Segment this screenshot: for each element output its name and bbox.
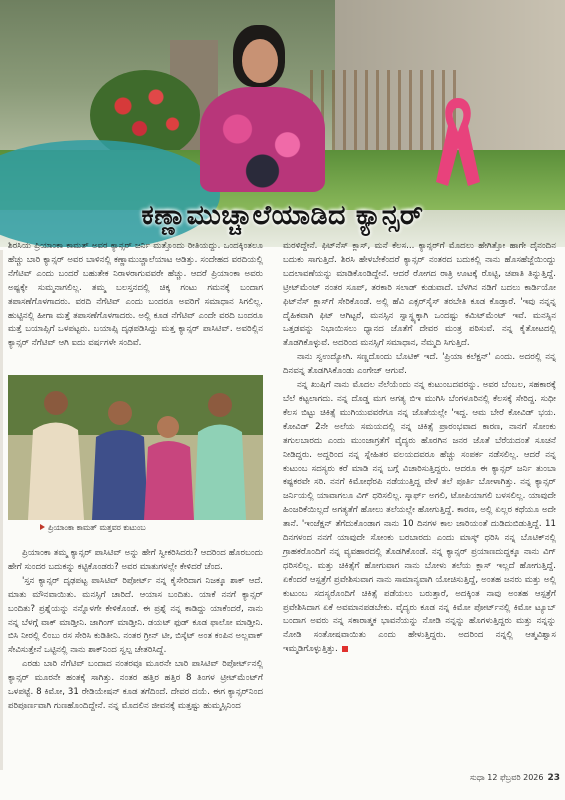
magazine-issue: ಸುಧಾ 12 ಫೆಬ್ರವರಿ 2026	[469, 773, 544, 782]
right-column	[283, 240, 556, 657]
paragraph: 'ಸ್ತನ ಕ್ಯಾನ್ಸರ್ ದೃಢಪಟ್ಟ ಪಾಸಿಟಿವ್ ರಿಪೋರ್ಟ್ ನನ್ನ ಕೈಸೇರಿದಾಗ ನಿಜಕ್ಕೂ ಶಾಕ್ ಆದೆ. ಮಾತು ಮೌನವಾಯಿತು. ಮನಸ್ಸಿಗೆ ಚಾರಿದೆ. ಆಯಾಸ ಬಂದಿತು. ಯಾಕೆ ನನಗೆ ಕ್ಯಾನ್ಸರ್ ಬಂದಿತು? ಪ್ರಶ್ನೆಯನ್ನು ನನ್ನೊಳಗೇ ಕೇಳಿಕೊಂಡೆ. ಈ ಪ್ರಶ್ನೆ ನನ್ನ ಕಾಡಿದ್ದು ಯಾಕೆಂದರೆ, ನಾನು ನನ್ನ ಬೆಳಗ್ಗೆ ವಾಕ್ ಮಾಡ್ತೀನಿ. ಜಾಗಿಂಗ್ ಮಾಡ್ತೀನಿ. ಡಯಟ್ ಫುಡ್ ಕೂಡ ಫಾಲೋ ಮಾಡ್ತೀನಿ. ಬಿಸಿ ನೀರಲ್ಲಿ ಲಿಂಬು ರಸ ಸೇರಿಸಿ ಕುಡಿತೀನಿ. ನಂತರ ಗ್ರೀನ್ ಟೀ, ಬಿಸ್ಕೆಟ್ ಅಂತ ಕಂಪಿನ ಅಲ್ಲವಾಕ್ ಸೇವಿಸುತ್ತೇನೆ ಒಟ್ಟಿನಲ್ಲಿ ನಾನು ಶಾಕ್‌ನಿಂದ ಸ್ವಲ್ಪ ಚೇತರಿಸಿದ್ದೆ.	[8, 575, 263, 656]
page-footer	[430, 773, 560, 783]
hero-sari	[200, 87, 325, 192]
article-title: ಕಣ್ಣಾಮುಚ್ಚಾಲೆಯಾಡಿದ ಕ್ಯಾನ್ಸರ್	[141, 200, 424, 231]
paragraph	[283, 379, 556, 657]
paragraph: ಎರಡು ಬಾರಿ ನೆಗೆಟಿವ್ ಬಂದಾದ ನಂತರವೂ ಮೂರನೇ ಬಾರಿ ಪಾಸಿಟಿವ್ ರಿಪೋರ್ಟ್‌ನಲ್ಲಿ ಕ್ಯಾನ್ಸರ್ ಮೂರನೇ ಹಂತಕ್ಕೆ ಸಾಗಿತ್ತು. ನಂತರ ಹತ್ತಿರ ಹತ್ತಿರ 8 ತಿಂಗಳ ಟ್ರೀಟ್‌ಮೆಂಟ್‌ಗೆ ಒಳಪಟ್ಟೆ. 8 ಕಿಮೋ, 31 ರೇಡಿಯೇಷನ್ ಕೂಡ ತಗೆದಿಂದೆ. ದೇವರ ದಯೆ. ಈಗ ಕ್ಯಾನ್ಸರ್‌ನಿಂದ ಪರಿಪೂರ್ಣವಾಗಿ ಗುಣಹೊಂದಿದ್ದೇನೆ. ನನ್ನ ಮೊದಲಿನ ಜೀವನಕ್ಕೆ ಮತ್ತಷ್ಟು ಹುಮ್ಮಸ್ಸಿನಿಂದ	[8, 659, 263, 711]
paragraph: ನಾನು ಸ್ವಉದ್ಯೋಗಿ. ಸಣ್ಣದೊಂದು ಬೊಟಿಕ್ ಇದೆ. 'ಪ್ರಿಯಾ ಕಲೆಕ್ಷನ್' ಎಂದು. ಅದರಲ್ಲಿ ನನ್ನ ದಿನವನ್ನ ತೊಡಗಿಸಿಕೊಂಡು ಎಂಗೇಜ್ ಆಗುವೆ.	[283, 352, 556, 377]
page-number: 23	[547, 773, 560, 783]
end-of-article-mark	[342, 646, 348, 652]
caption-triangle-icon	[40, 524, 45, 530]
intro-paragraph: ಶಿರಸಿಯ ಪ್ರಿಯಾಂಕಾ ಕಾಮತ್ ಅವರ ಕ್ಯಾನ್ಸರ್ ಜರ್ನಿ ಮತ್ತೊಂದು ರೀತಿಯದ್ದು. ಒಂದಕ್ಕಿಂತಲೂ ಹೆಚ್ಚು ಬಾರಿ ಕ್ಯಾನ್ಸರ್ ಅವರ ಬಾಳಿನಲ್ಲಿ ಕಣ್ಣಾಮುಚ್ಚಾಲೆಯಾಟ ಆಡಿತ್ತು. ಸಂದೇಹದ ವರದಿಯಲ್ಲಿ ನೆಗೆಟಿವ್ ಎಂದು ಬಂದರೆ ಬಹುತೇಕ ನಿರಾಳರಾಗುವವರೇ ಹೆಚ್ಚು. ಆದರೆ ಪ್ರಿಯಾಂಕಾ ಅವರು ಅಷ್ಟಕ್ಕೇ ಸುಮ್ಮನಾಗಲಿಲ್ಲ. ತಮ್ಮ ಬಲಸ್ತನದಲ್ಲಿ ಚಿಕ್ಕ ಗಂಟು ಗಮನಕ್ಕೆ ಬಂದಾಗ ತಪಾಸಣೆಗೊಳಗಾದರು. ವರದಿ ನೆಗೆಟಿವ್ ಎಂದು ಬಂದರೂ ಅವರಿಗೆ ಸಮಾಧಾನ ಸಿಗಲಿಲ್ಲ. ಹುಟ್ಟಿನಲ್ಲಿ ಹೀಗಾ ಮತ್ತೆ ತಪಾಸಣೆಗೊಳಗಾದರು. ಅಲ್ಲಿ ಕೂಡ ನೆಗೆಟಿವ್ ಎಂದೇ ವರದಿ ಬಂದರೂ ಮತ್ತೆ ಬಯಾಪ್ಸಿಗೆ ಒಳಪಟ್ಟರು. ಬಯಾಪ್ಸಿ ದೃಢಪಡಿಸಿದ್ದು ಮತ್ತ ಕ್ಯಾನ್ಸರ್ ಪಾಸಿಟಿವ್. ಅವರಿಲ್ಲಿನ ಕ್ಯಾನ್ಸರ್ ನೆಗೆಟಿವ್ ಆಗಿ ಐದು ವರ್ಷಗಳೇ ಸಂದಿವೆ.	[8, 241, 263, 349]
left-column-bottom	[8, 547, 263, 714]
left-column-top	[8, 240, 263, 351]
pink-ribbon-icon	[428, 90, 488, 190]
caption-text: ಪ್ರಿಯಾಂಕಾ ಕಾಮತ್ ಮತ್ತವರ ಕುಟುಂಬ	[48, 523, 146, 532]
family-figures	[8, 375, 263, 520]
hero-woman-figure	[190, 25, 330, 200]
paragraph: ಮರಳಿದ್ದೇನೆ. ಫಿಟ್‌ನೆಸ್ ಕ್ಲಾಸ್, ಮನೆ ಕೆಲಸ... ಕ್ಯಾನ್ಸರ್‌ಗೆ ಮೊದಲು ಹೇಗಿತ್ತೋ ಹಾಗೇ ದೈನಂದಿನ ಬದುಕು ಸಾಗುತ್ತಿದೆ. ಶಿರಸಿ ಹೇಳಬೇಕೆಂದರೆ ಕ್ಯಾನ್ಸರ್ ನಂತರದ ಬದುಕಲ್ಲಿ ನಾನು ಹೊಸಹೆಜ್ಜೆಯಿಂದ್ದು ಬದಲಾವಣೆಯನ್ನು ಮಾಡಿಕೊಂಡಿದ್ದೇನೆ. ಆದರೆ ರೋಗದ ರಾತ್ರಿ ಊಟಕ್ಕೆ ರೊಟ್ಟಿ, ಚಪಾತಿ ತಿನ್ನುತ್ತಿದ್ದೆ. ಟ್ರೀಟ್‌ಮೆಂಟ್ ನಂತರ ಸೂಪ್, ತರಕಾರಿ ಸಲಾಡ್ ಕುಡುವಾದೆ. ಬೆಳಗಿನ ನಡಿಗೆ ಬದಲು ಕಾರ್ಡಿಯೋ ಫಿಟ್‌ನೆಸ್ ಕ್ಲಾಸ್‌ಗೆ ಸೇರಿಕೊಂಡೆ. ಅಲ್ಲಿ ಹೆವಿ ಎಕ್ಸರ್‌ಸೈಸ್ ತರಬೇತಿ ಕೂಡ ಕೊಡ್ತಾರೆ. 'ಇವು ನನ್ನನ್ನ ದೈಹಿಕವಾಗಿ ಫಿಟ್ ಆಗಿಟ್ಟರೆ, ಮನಸ್ಸಿನ ಸ್ವಾಸ್ಥ್ಯಕ್ಕಾಗಿ ಒಂದಷ್ಟು ಕಮಿಟ್‌ಮೆಂಟ್ ಇವೆ. ಮನಸ್ಸಿನ ಒತ್ತಡವನ್ನು ನಿಭಾಯಿಸಲು ಧ್ಯಾನದ ಜೊತೆಗೆ ದೇವರ ಮಂತ್ರ ಪಠಿಸುವೆ. ನನ್ನ ಕೈತೋಟದಲ್ಲಿ ತೊಡಗಿಕೊಳ್ಳುವೆ. ಅದರಿಂದ ಮನಸ್ಸಿಗೆ ಸಮಾಧಾನ, ನೆಮ್ಮದಿ ಸಿಗುತ್ತಿದೆ.	[283, 241, 556, 349]
family-photo	[8, 375, 263, 520]
paragraph: ಪ್ರಿಯಾಂಕಾ ತಮ್ಮ ಕ್ಯಾನ್ಸರ್ ಪಾಸಿಟಿವ್ ಅನ್ನು ಹೇಗೆ ಸ್ವೀಕರಿಸಿದರು? ಆದರಿಂದ ಹೊರಬಂದು ಹೇಗೆ ಸುಂದರ ಬದುಕನ್ನು ಕಟ್ಟಿಕೊಂಡರು? ಅವರ ಮಾತುಗಳಲ್ಲೇ ಕೇಳಿದರೆ ಚೆಂದ.	[8, 548, 263, 572]
paragraph-text: ನನ್ನ ಖುಷಿಗೆ ನಾನು ಮೊದಲ ನೆಲೆಯೆಂದು ನನ್ನ ಕುಟುಂಬದವರನ್ನು. ಅವರ ಬೆಂಬಲ, ಸಹಕಾರಕ್ಕೆ ಬೆಲೆ ಕಟ್ಟಲಾಗದು. ನನ್ನ ದೊಡ್ಡ ಮಗ ಅಗತ್ಯ ಬಿಇ ಮುಗಿಸಿ ಬೆಂಗಳೂರಿನಲ್ಲಿ ಕೆಲಸಕ್ಕೆ ಸೇರಿದ್ದ. ಸುಧೀ ಕೆಲಸ ಬಿಟ್ಟು ಚಿಕಿತ್ಸೆ ಮುಗಿಯುವವರೆಗೂ ನನ್ನ ಜೊತೆಯಲ್ಲೇ 'ಇದ್ದ. ಆಮ ಬೇರೆ ಕೋವಿಡ್ ಭಯ. ಕೋವಿಡ್ 2ನೇ ಅಲೆಯ ಸಮಯದಲ್ಲಿ ನನ್ನ ಚಿಕಿತ್ಸೆ ಪ್ರಾರಂಭವಾದ ಕಾರಣ, ನಾನಗೆ ಸೋಂಕು ತಗುಲಬಾರದು ಎಂದು ಮುಂಜಾಗ್ರತೆಗೆ ವೈದ್ಯರು ಹೊರಗಿನ ಜನರ ಜೊತೆ ಬೆರೆಯದಂತೆ ಸೂಚನೆ ನೀಡಿದ್ದರು. ಅದ್ದರಿಂದ ನನ್ನ ಸ್ನೇಹಿತರ ವಲಯದವರೂ ಹೆಚ್ಚು ಸಂಪರ್ಕ ನಡೆಸಲಿಲ್ಲ. ಆದರೆ ನನ್ನ ಕುಟುಂಬ ಸದಸ್ಯರು ಕರೆ ಮಾಡಿ ನನ್ನ ಬಗ್ಗೆ ವಿಚಾರಿಸುತ್ತಿದ್ದರು. ಆದರೂ ಈ ಕ್ಯಾನ್ಸರ್ ಜರ್ನಿ ತುಂಬಾ ಕಷ್ಟಕರವೇ ಸರಿ. ನನಗೆ ಕಿಮೋಥೆರಪಿ ನಡೆಯುತ್ತಿದ್ದ ವೇಳೆ ತಲೆ ಪೂರ್ತಿ ಬೋಳಾಗಿತ್ತು. ನನ್ನ ಕ್ಯಾನ್ಸರ್ ಜರ್ನಿಯಲ್ಲಿ ಯಾವಾಗಲೂ ವಿಗ್ ಧರಿಸಲಿಲ್ಲ. ಸ್ಕಾರ್ಫ್ ಅಗಲಿ, ಟೋಪಿಯಾಗಲಿ ಬಳಸಲಿಲ್ಲ. ಯಾವುದೇ ಹಿಂಜರಿಕೆಯಿಲ್ಲದೆ ಅಗತ್ಯತೆಗೆ ಹೋಲು ತಲೆಯಲ್ಲೇ ಹೋಗುತ್ತಿದ್ದೆ. ಕಾರಣ, ಅಲ್ಲಿ ಏಲ್ಲರ ಕಥೆಯೂ ಅದೇ ತಾನೆ. 'ಇಂಜೆಕ್ಷನ್ ತೆಗೆದುಕೊಂಡಾಗ ನಾನು 10 ದಿನಗಳ ಕಾಲ ಜಾರಿಯಂತೆ ದುಡಿದುಬಿಡುತ್ತಿದ್ದೆ. 11 ದಿನಗಳಂದ ನನಗೆ ಯಾವುದೇ ಸೋಂಕು ಬರಬಾರದು ಎಂದು ಮಾಸ್ಕ್ ಧರಿಸಿ ನನ್ನ ಬೊಟಿಕ್‌ನಲ್ಲಿ ಗ್ರಾಹಕರೊಂದಿಗೆ ನನ್ನ ವ್ಯವಹಾರದಲ್ಲಿ ತೊಡಗಿಕೊಂಡೆ. ನನ್ನ ಕ್ಯಾನ್ಸರ್ ಪ್ರಯಾಣದುದ್ದಕ್ಕೂ ನಾನು ವಿಗ್ ಧರಿಸಲಿಲ್ಲ. ಮತ್ತು ಚಿಕಿತ್ಸೆಗೆ ಹೋಗುವಾಗ ನಾನು ಬೋಳು ತಲೆಯ ಕ್ಲಾಸ್ ಇಲ್ಲದೆ ಹೋಗುತ್ತಿದ್ದೆ. ಏಕೆಂದರೆ ಆಸ್ಪತ್ರೆಗೆ ಪ್ರವೇಶಿಸುವಾಗ ನಾನು ಸಾಮಾನ್ಯವಾಗಿ ಯೋಚಿಸುತ್ತಿದ್ದೆ, ಅಂತಹ ಜನರು ಮತ್ತು ಅಲ್ಲಿ ಕುಟುಂಬ ಸದಸ್ಯರೊಂದಿಗೆ ಚಿಕಿತ್ಸೆ ಪಡೆಯಲು ಬರುತ್ತಾರೆ, ಅದಕ್ಕಿಂತ ನಾವು ಅಂತಹ ಆಸ್ಪತ್ರೆಗೆ ಪ್ರವೇಶಿಸಿದಾಗ ಏಕೆ ಅವಮಾನಪಡಬೇಕು. ವೈದ್ಯರು ಕೂಡ ನನ್ನ ಕಿಮೋ ಪೋರ್ಟ್‌ನಲ್ಲಿ ಕಿಮೋ ಟ್ಯೂಬ್ ಬಂದಾಗ ಅವರು ನನ್ನ ಸಕಾರಾತ್ಮಕ ಭಾವನೆಯನ್ನು ನೋಡಿ ನನ್ನನ್ನು ಹೊಗಳುತ್ತಿದ್ದರು ಮತ್ತು ನನ್ನನ್ನು ನೋಡಿ ಸಂತೋಷವಾಯಿತು ಎಂದು ಹೇಳುತ್ತಿದ್ದರು. ಅದರಿಂದ ನನ್ನಲ್ಲಿ ಆತ್ಮವಿಶ್ವಾಸ ಇಮ್ಮಡಿಗೊಳ್ಳುತ್ತಿತ್ತು.	[283, 380, 556, 655]
photo-caption	[40, 523, 260, 533]
page-edge-shadow	[0, 250, 3, 770]
hero-face	[242, 39, 278, 83]
